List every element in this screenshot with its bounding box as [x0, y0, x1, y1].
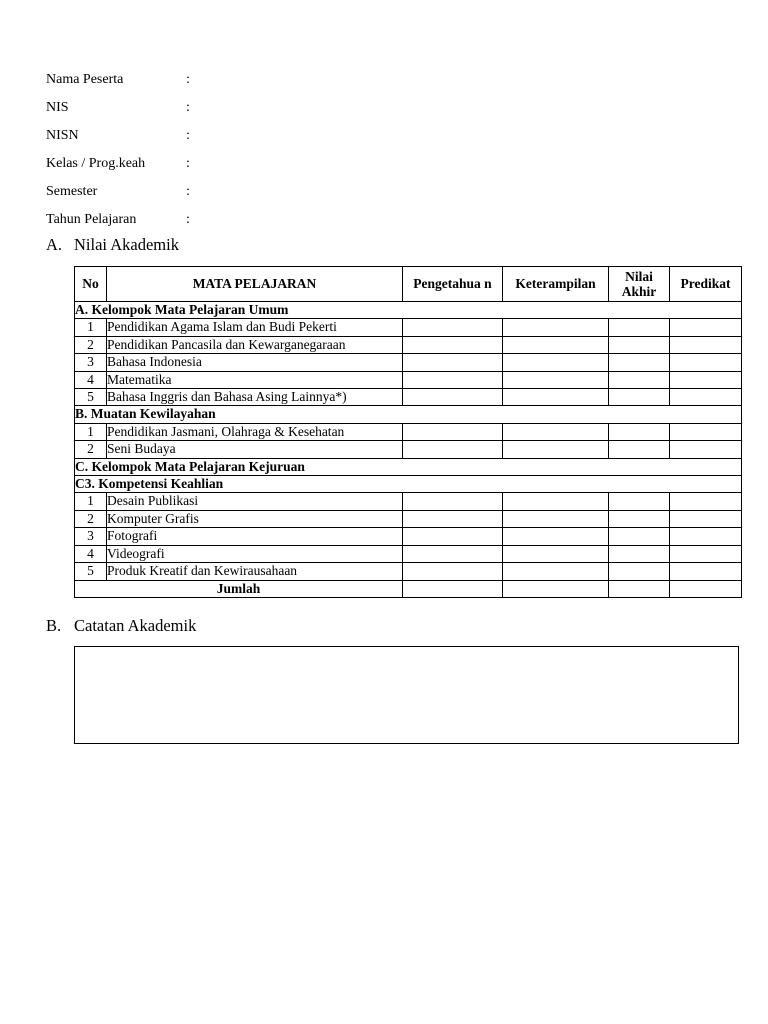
header-no: No: [75, 267, 107, 302]
info-label: Kelas / Prog.keah: [46, 156, 146, 171]
table-row: [75, 389, 742, 406]
cell-knowledge[interactable]: [403, 545, 503, 562]
cell-skills[interactable]: [503, 545, 609, 562]
group-title: A. Kelompok Mata Pelajaran Umum: [75, 302, 742, 319]
group-row: [75, 302, 742, 319]
section-title: Catatan Akademik: [74, 616, 197, 635]
section-b-heading: [46, 616, 196, 636]
header-knowledge: Pengetahua n: [403, 267, 503, 302]
cell-knowledge[interactable]: [403, 371, 503, 388]
cell-final[interactable]: [609, 389, 670, 406]
cell-predicate[interactable]: [670, 371, 742, 388]
info-row: [46, 94, 196, 122]
info-colon: :: [186, 156, 190, 171]
cell-final[interactable]: [609, 528, 670, 545]
row-subject: Produk Kreatif dan Kewirausahaan: [107, 563, 403, 580]
info-colon: :: [186, 100, 190, 115]
cell-final[interactable]: [609, 563, 670, 580]
info-label: NIS: [46, 100, 69, 115]
group-row: [75, 458, 742, 475]
cell-predicate[interactable]: [670, 354, 742, 371]
cell-predicate[interactable]: [670, 528, 742, 545]
cell-predicate[interactable]: [670, 563, 742, 580]
cell-skills[interactable]: [503, 528, 609, 545]
row-no: 4: [75, 545, 107, 562]
info-row: [46, 150, 196, 178]
cell-skills[interactable]: [503, 423, 609, 440]
cell-skills[interactable]: [503, 493, 609, 510]
cell-predicate[interactable]: [670, 493, 742, 510]
section-letter: A.: [46, 235, 63, 254]
cell-knowledge[interactable]: [403, 563, 503, 580]
info-label: Tahun Pelajaran: [46, 212, 137, 227]
row-subject: Komputer Grafis: [107, 510, 403, 527]
table-row: [75, 563, 742, 580]
section-title: Nilai Akademik: [74, 235, 179, 254]
table-row: [75, 545, 742, 562]
row-no: 3: [75, 354, 107, 371]
total-label: Jumlah: [75, 580, 403, 597]
info-colon: :: [186, 128, 190, 143]
table-header-row: [75, 267, 742, 302]
cell-final[interactable]: [609, 510, 670, 527]
table-row: [75, 336, 742, 353]
cell-predicate[interactable]: [670, 510, 742, 527]
total-predicate[interactable]: [670, 580, 742, 597]
row-subject: Desain Publikasi: [107, 493, 403, 510]
cell-knowledge[interactable]: [403, 528, 503, 545]
table-row: [75, 528, 742, 545]
section-letter: B.: [46, 616, 62, 635]
cell-predicate[interactable]: [670, 319, 742, 336]
cell-final[interactable]: [609, 371, 670, 388]
student-info: [46, 66, 196, 234]
group-row: [75, 476, 742, 493]
table-row: [75, 371, 742, 388]
total-final[interactable]: [609, 580, 670, 597]
table-row: [75, 441, 742, 458]
info-row: [46, 122, 196, 150]
total-knowledge[interactable]: [403, 580, 503, 597]
group-title: B. Muatan Kewilayahan: [75, 406, 742, 423]
cell-predicate[interactable]: [670, 336, 742, 353]
row-no: 4: [75, 371, 107, 388]
info-colon: :: [186, 212, 190, 227]
total-row: [75, 580, 742, 597]
cell-knowledge[interactable]: [403, 336, 503, 353]
header-subject: MATA PELAJARAN: [107, 267, 403, 302]
row-no: 5: [75, 389, 107, 406]
table-row: [75, 510, 742, 527]
row-no: 1: [75, 423, 107, 440]
info-row: [46, 206, 196, 234]
cell-skills[interactable]: [503, 510, 609, 527]
cell-final[interactable]: [609, 319, 670, 336]
cell-predicate[interactable]: [670, 545, 742, 562]
cell-skills[interactable]: [503, 354, 609, 371]
info-label: Semester: [46, 184, 98, 199]
cell-predicate[interactable]: [670, 441, 742, 458]
row-subject: Pendidikan Agama Islam dan Budi Pekerti: [107, 319, 403, 336]
cell-predicate[interactable]: [670, 389, 742, 406]
cell-knowledge[interactable]: [403, 319, 503, 336]
cell-skills[interactable]: [503, 441, 609, 458]
cell-final[interactable]: [609, 493, 670, 510]
row-subject: Pendidikan Pancasila dan Kewarganegaraan: [107, 336, 403, 353]
cell-final[interactable]: [609, 441, 670, 458]
row-subject: Fotografi: [107, 528, 403, 545]
total-skills[interactable]: [503, 580, 609, 597]
row-subject: Seni Budaya: [107, 441, 403, 458]
table-row: [75, 493, 742, 510]
table-row: [75, 354, 742, 371]
header-skills: Keterampilan: [503, 267, 609, 302]
cell-final[interactable]: [609, 423, 670, 440]
info-colon: :: [186, 184, 190, 199]
row-no: 2: [75, 441, 107, 458]
header-final: Nilai Akhir: [609, 267, 670, 302]
info-row: [46, 178, 196, 206]
header-predicate: Predikat: [670, 267, 742, 302]
table-row: [75, 319, 742, 336]
row-no: 1: [75, 493, 107, 510]
cell-final[interactable]: [609, 354, 670, 371]
row-no: 3: [75, 528, 107, 545]
cell-predicate[interactable]: [670, 423, 742, 440]
row-no: 2: [75, 336, 107, 353]
cell-knowledge[interactable]: [403, 354, 503, 371]
row-subject: Bahasa Indonesia: [107, 354, 403, 371]
grades-table: [74, 266, 742, 598]
cell-knowledge[interactable]: [403, 423, 503, 440]
group-title: C. Kelompok Mata Pelajaran Kejuruan: [75, 458, 742, 475]
cell-skills[interactable]: [503, 563, 609, 580]
row-no: 5: [75, 563, 107, 580]
row-no: 2: [75, 510, 107, 527]
cell-skills[interactable]: [503, 371, 609, 388]
info-colon: :: [186, 72, 190, 87]
row-subject: Matematika: [107, 371, 403, 388]
group-row: [75, 406, 742, 423]
table-row: [75, 423, 742, 440]
cell-skills[interactable]: [503, 389, 609, 406]
cell-knowledge[interactable]: [403, 389, 503, 406]
cell-skills[interactable]: [503, 336, 609, 353]
info-row: [46, 66, 196, 94]
row-subject: Pendidikan Jasmani, Olahraga & Kesehatan: [107, 423, 403, 440]
info-label: NISN: [46, 128, 79, 143]
cell-knowledge[interactable]: [403, 441, 503, 458]
cell-final[interactable]: [609, 545, 670, 562]
section-a-heading: [46, 235, 179, 255]
row-no: 1: [75, 319, 107, 336]
row-subject: Videografi: [107, 545, 403, 562]
group-title: C3. Kompetensi Keahlian: [75, 476, 742, 493]
cell-final[interactable]: [609, 336, 670, 353]
cell-knowledge[interactable]: [403, 510, 503, 527]
cell-skills[interactable]: [503, 319, 609, 336]
cell-knowledge[interactable]: [403, 493, 503, 510]
row-subject: Bahasa Inggris dan Bahasa Asing Lainnya*): [107, 389, 403, 406]
info-label: Nama Peserta: [46, 72, 124, 87]
academic-notes-box[interactable]: [74, 646, 739, 744]
